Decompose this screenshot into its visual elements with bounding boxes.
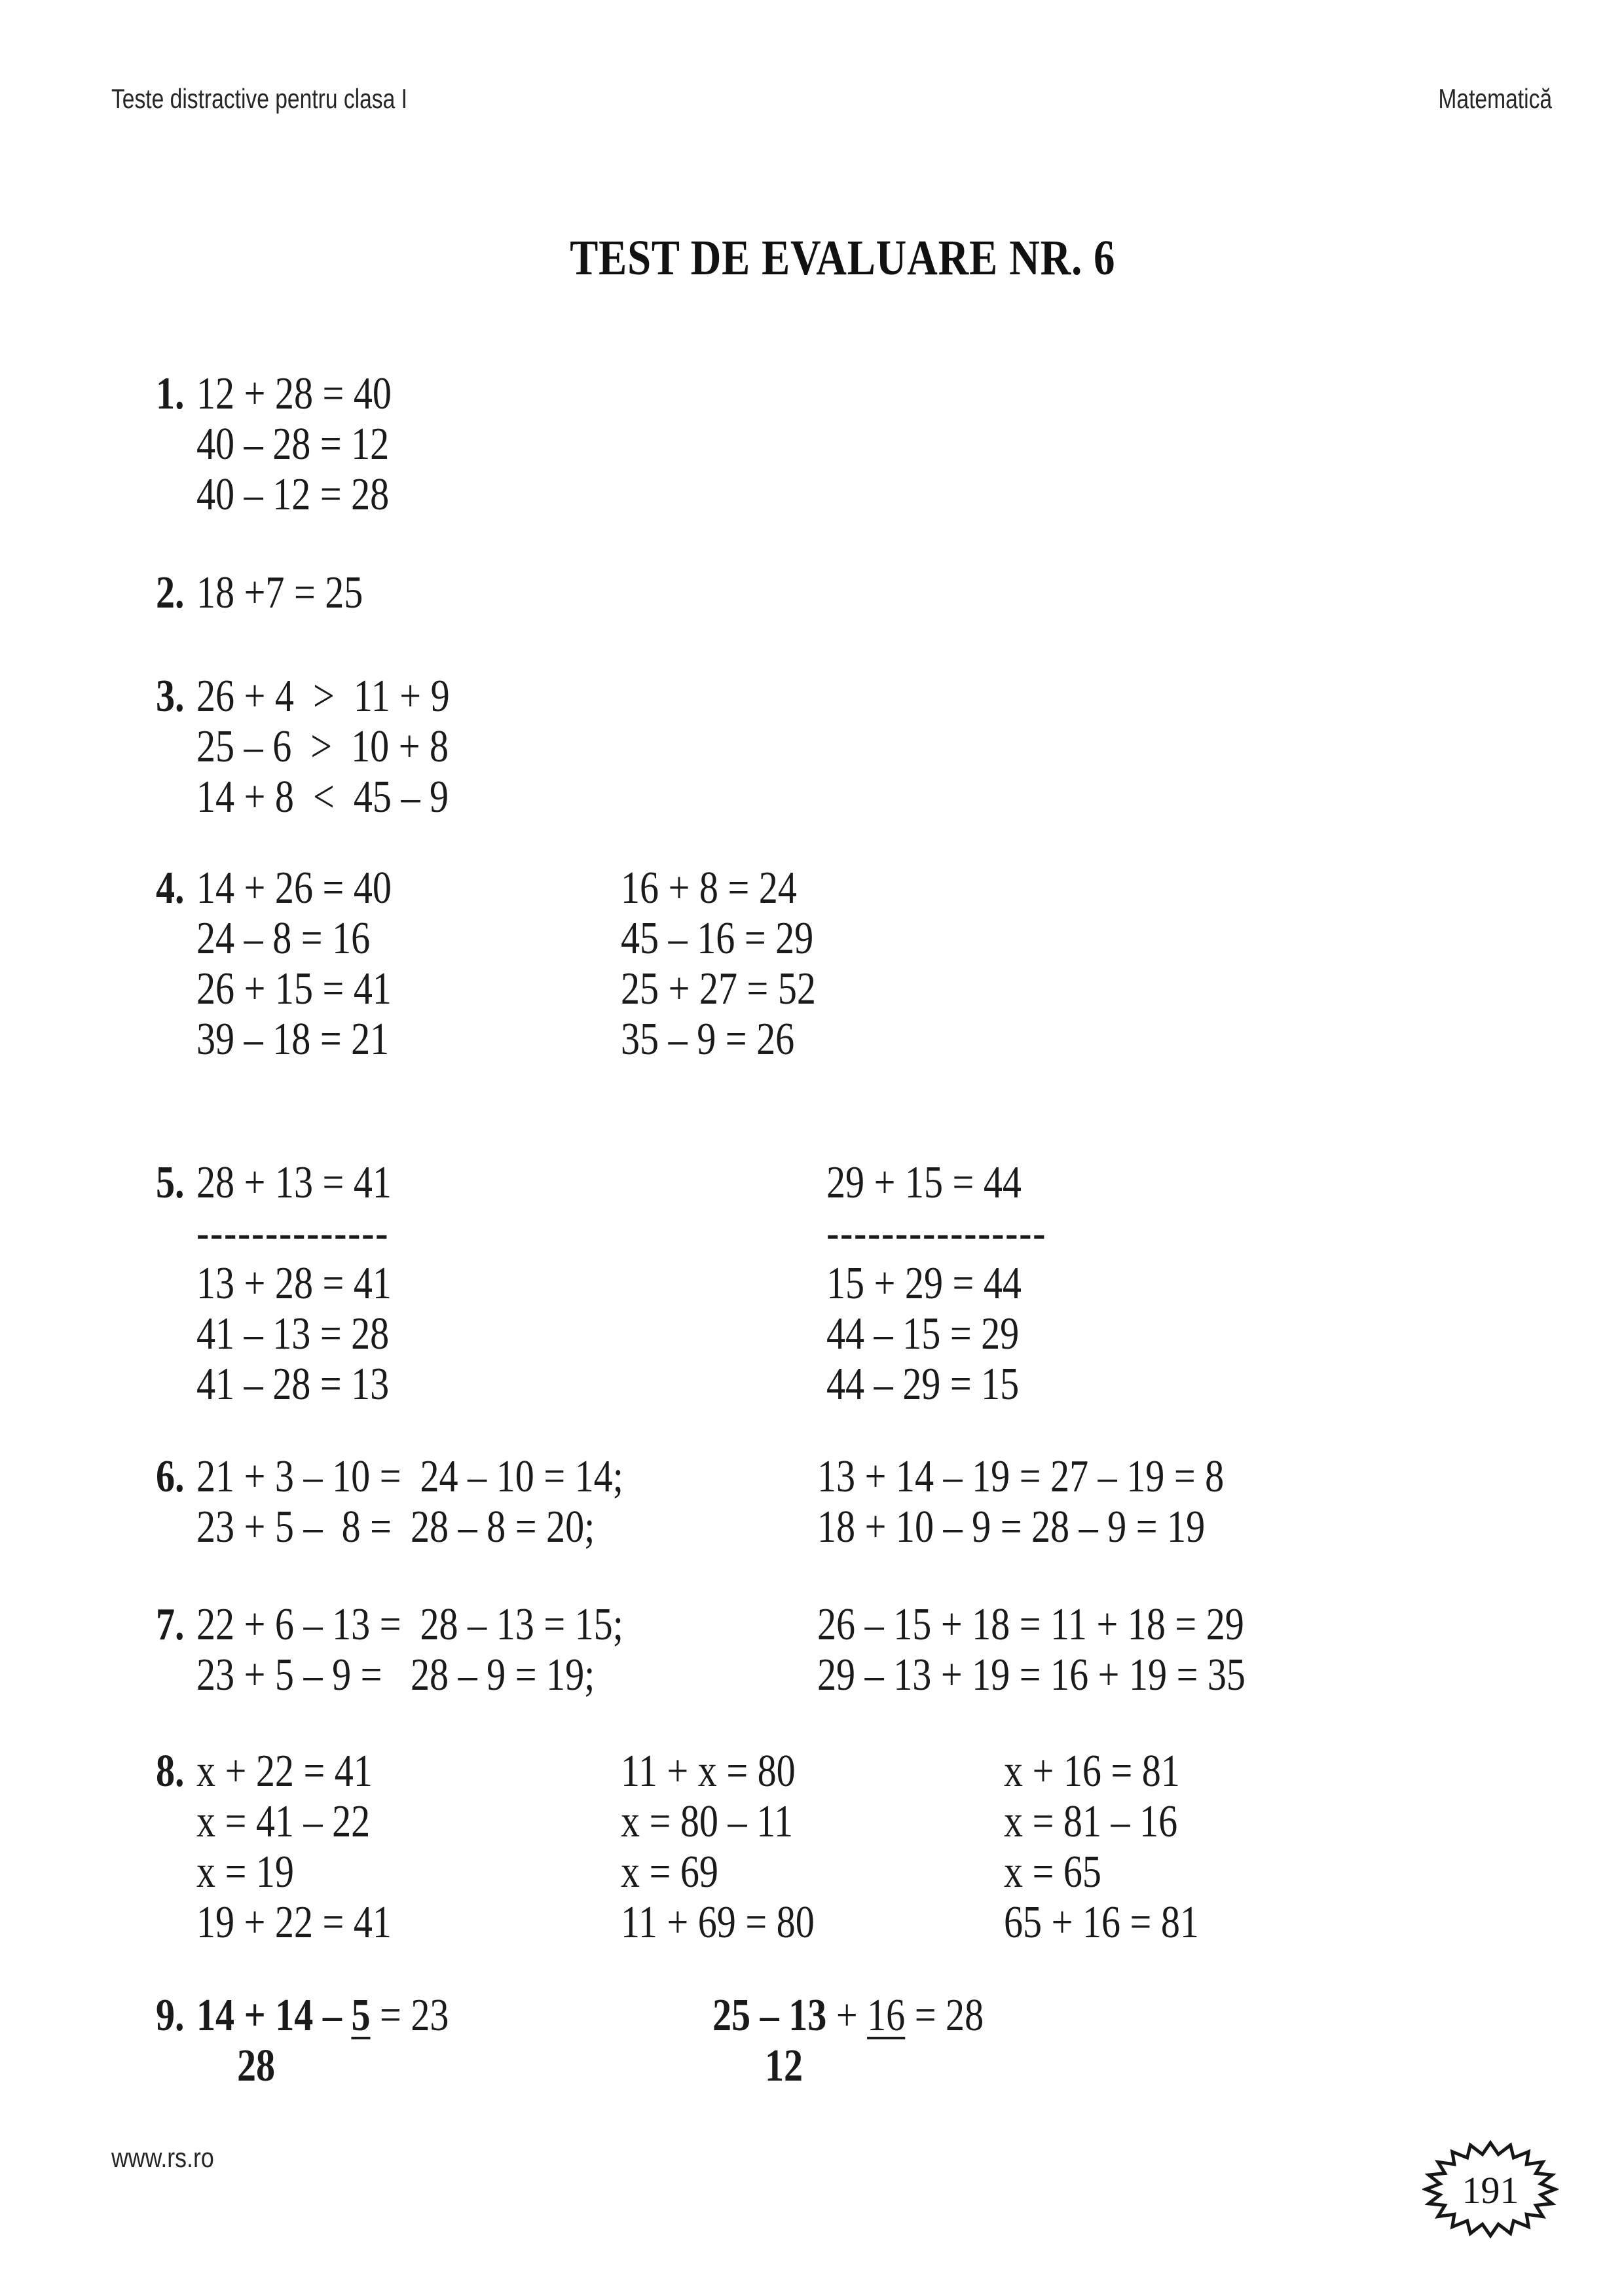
problem-number: 3. <box>156 671 185 721</box>
equation-line: 26 – 15 + 18 = 11 + 18 = 29 <box>817 1599 1244 1650</box>
equation-line: 18 + 10 – 9 = 28 – 9 = 19 <box>817 1502 1206 1552</box>
equation-segment: = 28 <box>905 1990 984 2041</box>
problem-column <box>196 1599 817 1700</box>
problem-number: 1. <box>156 369 185 419</box>
problem-column <box>196 1451 817 1552</box>
equation-line: x = 41 – 22 <box>196 1796 371 1847</box>
equation-line: 23 + 5 – 9 = 28 – 9 = 19; <box>196 1650 595 1700</box>
problem-columns <box>196 568 397 618</box>
equation-line: 15 + 29 = 44 <box>826 1258 1022 1309</box>
equation-line: 18 +7 = 25 <box>196 568 363 618</box>
problem-column <box>826 1157 1092 1410</box>
answer-value: 12 <box>765 2041 803 2091</box>
equation-line: 29 – 13 + 19 = 16 + 19 = 35 <box>817 1650 1246 1700</box>
equation-line: 21 + 3 – 10 = 24 – 10 = 14; <box>196 1451 623 1502</box>
problem-column <box>196 1746 621 1948</box>
problem-number: 9. <box>156 1990 185 2041</box>
equation-line: 44 – 15 = 29 <box>826 1309 1020 1359</box>
problem-columns <box>196 1157 1092 1410</box>
equation-line: 40 – 12 = 28 <box>196 469 390 520</box>
problem-7 <box>156 1599 1624 1700</box>
problem-columns <box>196 671 502 822</box>
header-right-text: Matematică <box>1438 83 1552 114</box>
equation-line: 24 – 8 = 16 <box>196 913 371 964</box>
equation-line: 19 + 22 = 41 <box>196 1897 392 1948</box>
header <box>0 0 1624 114</box>
problem-column <box>817 1451 1307 1552</box>
equation-segment: + <box>826 1990 868 2041</box>
problem-columns <box>196 1599 1333 1700</box>
equation-line: 13 + 28 = 41 <box>196 1258 392 1309</box>
equation-line: 65 + 16 = 81 <box>1004 1897 1199 1948</box>
equation-line: 26 + 15 = 41 <box>196 964 392 1014</box>
dashed-separator: ---------------- <box>826 1208 1047 1258</box>
equation-line: x = 19 <box>196 1847 294 1897</box>
equation-line: 39 – 18 = 21 <box>196 1014 390 1065</box>
equation-line: x = 69 <box>621 1847 718 1897</box>
problem-column <box>196 568 397 618</box>
equation-line: 28 + 13 = 41 <box>196 1157 392 1208</box>
problem-columns <box>196 1990 1039 2091</box>
problem-column <box>196 671 502 822</box>
problem-1 <box>156 369 1624 520</box>
equation-line: x = 65 <box>1004 1847 1101 1897</box>
equation-line: 41 – 28 = 13 <box>196 1359 390 1410</box>
equation-line: 35 – 9 = 26 <box>621 1014 795 1065</box>
problem-number: 5. <box>156 1157 185 1208</box>
website-url: www.rs.ro <box>111 2142 214 2173</box>
equation-segment: 25 – 13 <box>712 1990 827 2041</box>
problem-2 <box>156 568 1624 618</box>
problem-columns <box>196 1746 1239 1948</box>
problem-column <box>196 1157 826 1410</box>
problem-number: 6. <box>156 1451 185 1502</box>
problem-9 <box>156 1990 1624 2091</box>
equation-line: 14 + 8 < 45 – 9 <box>196 772 449 822</box>
problem-column <box>196 369 432 520</box>
answer-value: 28 <box>237 2041 276 2091</box>
page-title: TEST DE EVALUARE NR. 6 <box>570 230 1116 285</box>
dashed-separator: -------------- <box>196 1208 390 1258</box>
problem-number: 8. <box>156 1746 185 1796</box>
problem-column <box>712 1990 1039 2091</box>
equation-line: 14 + 26 = 40 <box>196 863 392 913</box>
equation-line: 16 + 8 = 24 <box>621 863 797 913</box>
problems-list <box>0 369 1624 2091</box>
equation-line: 11 + 69 = 80 <box>621 1897 815 1948</box>
problem-number: 4. <box>156 863 185 913</box>
problem-column <box>1004 1746 1239 1948</box>
starburst-seal <box>1422 2140 1559 2239</box>
problem-6 <box>156 1451 1624 1552</box>
problem-columns <box>196 369 432 520</box>
problem-columns <box>196 863 856 1065</box>
equation-line: 26 + 4 > 11 + 9 <box>196 671 450 721</box>
header-left-text: Teste distractive pentru clasa I <box>111 83 407 114</box>
problem-columns <box>196 1451 1307 1552</box>
equation-line: 11 + x = 80 <box>621 1746 796 1796</box>
equation-line <box>712 1990 984 2041</box>
equation-line: 23 + 5 – 8 = 28 – 8 = 20; <box>196 1502 595 1552</box>
equation-line: 45 – 16 = 29 <box>621 913 814 964</box>
problem-column <box>621 1746 1004 1948</box>
equation-segment: = 23 <box>370 1990 449 2041</box>
problem-number: 2. <box>156 568 185 618</box>
page-number: 191 <box>1462 2169 1519 2212</box>
equation-line: 29 + 15 = 44 <box>826 1157 1022 1208</box>
equation-segment-underlined: 16 <box>867 1990 906 2041</box>
problem-column <box>817 1599 1333 1700</box>
equation-line: 12 + 28 = 40 <box>196 369 392 419</box>
equation-segment: 14 + 14 – <box>196 1990 352 2041</box>
equation-line <box>196 1990 625 2041</box>
problem-column <box>196 863 621 1065</box>
equation-line: x + 16 = 81 <box>1004 1746 1180 1796</box>
equation-line: 40 – 28 = 12 <box>196 419 390 469</box>
problem-column <box>621 863 856 1065</box>
equation-line: x = 81 – 16 <box>1004 1796 1178 1847</box>
problem-column <box>196 1990 712 2091</box>
problem-5 <box>156 1157 1624 1410</box>
equation-line: 22 + 6 – 13 = 28 – 13 = 15; <box>196 1599 623 1650</box>
equation-line: 44 – 29 = 15 <box>826 1359 1020 1410</box>
equation-line: x + 22 = 41 <box>196 1746 373 1796</box>
problem-number: 7. <box>156 1599 185 1650</box>
equation-line: 25 + 27 = 52 <box>621 964 816 1014</box>
page-number-badge <box>1422 2140 1559 2239</box>
problem-8 <box>156 1746 1624 1948</box>
problem-3 <box>156 671 1624 822</box>
equation-line: 25 – 6 > 10 + 8 <box>196 721 449 772</box>
equation-line: 41 – 13 = 28 <box>196 1309 390 1359</box>
equation-line: 13 + 14 – 19 = 27 – 19 = 8 <box>817 1451 1225 1502</box>
problem-4 <box>156 863 1624 1065</box>
equation-line: x = 80 – 11 <box>621 1796 794 1847</box>
equation-segment-underlined: 5 <box>351 1990 371 2041</box>
